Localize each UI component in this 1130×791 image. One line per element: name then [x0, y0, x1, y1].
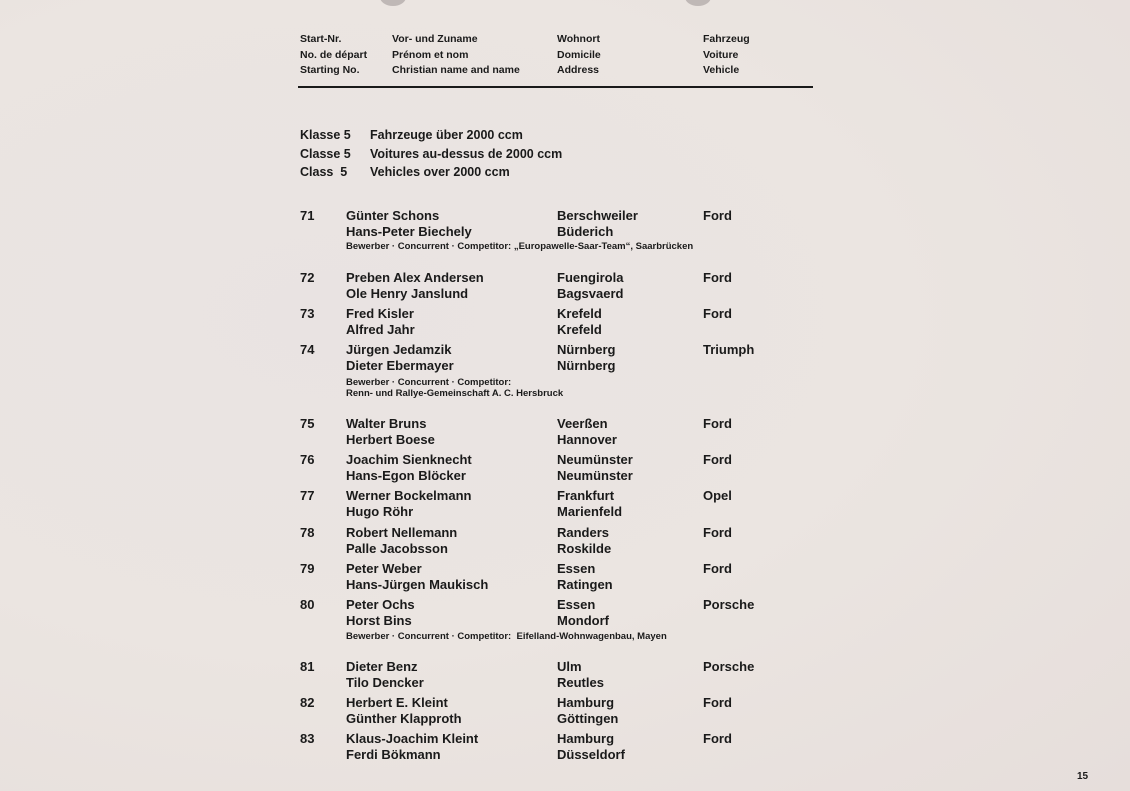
- driver-name: Horst Bins: [346, 612, 412, 628]
- driver-name: Hans-Peter Biechely: [346, 223, 472, 239]
- town: Reutles: [557, 674, 604, 690]
- driver-names: [346, 525, 457, 556]
- driver-towns: [557, 561, 613, 592]
- driver-name: Klaus-Joachim Kleint: [346, 731, 479, 746]
- vehicle: Porsche: [703, 597, 755, 612]
- start-number: 77: [300, 488, 315, 503]
- driver-towns: [557, 306, 602, 337]
- class-line: [300, 126, 562, 145]
- start-number: 73: [300, 306, 315, 321]
- driver-names: [346, 561, 488, 592]
- driver-towns: [557, 659, 604, 690]
- driver-name: Hans-Jürgen Maukisch: [346, 576, 489, 592]
- town: Krefeld: [557, 321, 602, 337]
- start-number: 80: [300, 597, 315, 612]
- start-number: 72: [300, 270, 315, 285]
- driver-names: [346, 416, 435, 447]
- driver-towns: [557, 695, 618, 726]
- driver-name: Alfred Jahr: [346, 321, 415, 337]
- competitor: [346, 631, 667, 642]
- competitor-line: Bewerber · Concurrent · Competitor: Eifelland-Wohnwagenbau, Mayen: [346, 631, 667, 642]
- town: Göttingen: [557, 710, 619, 726]
- town: Neumünster: [557, 452, 633, 467]
- punch-hole: [380, 0, 406, 6]
- town: Büderich: [557, 223, 614, 239]
- town: Roskilde: [557, 540, 612, 556]
- class-heading: [300, 126, 562, 182]
- start-number: 79: [300, 561, 315, 576]
- vehicle: Ford: [703, 306, 732, 321]
- driver-name: Preben Alex Andersen: [346, 270, 484, 285]
- town: Krefeld: [557, 306, 602, 321]
- class-line: [300, 163, 562, 182]
- start-number: 71: [300, 208, 315, 223]
- driver-name: Tilo Dencker: [346, 674, 424, 690]
- header-start-number: [300, 32, 367, 79]
- driver-towns: [557, 416, 617, 447]
- competitor-line: Bewerber · Concurrent · Competitor: „Europawelle-Saar-Team“, Saarbrücken: [346, 241, 694, 252]
- header-label: Start-Nr.: [300, 33, 342, 45]
- driver-name: Dieter Benz: [346, 659, 418, 674]
- header-label: Prénom et nom: [392, 48, 469, 61]
- driver-name: Fred Kisler: [346, 306, 414, 321]
- vehicle: Porsche: [703, 659, 755, 674]
- competitor-line: Renn- und Rallye-Gemeinschaft A. C. Hersbruck: [346, 388, 564, 399]
- punch-hole: [685, 0, 711, 6]
- town: Veerßen: [557, 416, 608, 431]
- driver-towns: [557, 525, 611, 556]
- start-number: 74: [300, 342, 315, 357]
- town: Neumünster: [557, 467, 633, 483]
- town: Düsseldorf: [557, 746, 625, 762]
- header-label: Vehicle: [703, 64, 740, 76]
- header-label: Christian name and name: [392, 64, 520, 76]
- vehicle: Ford: [703, 452, 732, 467]
- start-number: 83: [300, 731, 315, 746]
- town: Berschweiler: [557, 208, 638, 223]
- driver-towns: [557, 208, 638, 239]
- vehicle: Ford: [703, 270, 732, 285]
- driver-name: Günter Schons: [346, 208, 440, 223]
- driver-name: Peter Ochs: [346, 597, 415, 612]
- town: Frankfurt: [557, 488, 615, 503]
- start-number: 82: [300, 695, 315, 710]
- driver-names: [346, 208, 472, 239]
- town: Essen: [557, 561, 596, 576]
- town: Mondorf: [557, 612, 609, 628]
- driver-towns: [557, 488, 622, 519]
- driver-name: Hans-Egon Blöcker: [346, 467, 466, 483]
- driver-towns: [557, 270, 623, 301]
- class-key: Classe 5: [300, 146, 351, 161]
- competitor-line: Bewerber · Concurrent · Competitor:: [346, 377, 512, 388]
- competitor: [346, 377, 563, 399]
- class-line: [300, 145, 562, 164]
- town: Fuengirola: [557, 270, 624, 285]
- driver-name: Joachim Sienknecht: [346, 452, 472, 467]
- page-number: 15: [1077, 771, 1089, 782]
- class-value: Vehicles over 2000 ccm: [370, 165, 510, 179]
- driver-name: Herbert E. Kleint: [346, 695, 448, 710]
- header-vehicle: [703, 32, 750, 79]
- header-label: Address: [557, 64, 600, 76]
- vehicle: Ford: [703, 416, 732, 431]
- driver-name: Jürgen Jedamzik: [346, 342, 452, 357]
- driver-names: [346, 597, 415, 628]
- vehicle: Ford: [703, 731, 732, 746]
- town: Ulm: [557, 659, 582, 674]
- driver-name: Ferdi Bökmann: [346, 746, 441, 762]
- driver-towns: [557, 342, 616, 373]
- class-value: Fahrzeuge über 2000 ccm: [370, 128, 523, 142]
- driver-name: Walter Bruns: [346, 416, 427, 431]
- header-label: Voiture: [703, 48, 739, 61]
- driver-towns: [557, 597, 609, 628]
- class-key: Klasse 5: [300, 128, 351, 142]
- town: Ratingen: [557, 576, 613, 592]
- header-label: Starting No.: [300, 64, 360, 76]
- vehicle: Ford: [703, 695, 732, 710]
- driver-name: Werner Bockelmann: [346, 488, 472, 503]
- town: Nürnberg: [557, 342, 616, 357]
- vehicle: Ford: [703, 561, 732, 576]
- header-label: Domicile: [557, 48, 601, 61]
- header-name: [392, 32, 520, 79]
- start-number: 78: [300, 525, 315, 540]
- driver-name: Robert Nellemann: [346, 525, 458, 540]
- town: Essen: [557, 597, 596, 612]
- header-home: [557, 32, 601, 79]
- driver-name: Herbert Boese: [346, 431, 435, 447]
- town: Hannover: [557, 431, 617, 447]
- start-number: 81: [300, 659, 315, 674]
- driver-towns: [557, 731, 625, 762]
- vehicle: Ford: [703, 208, 732, 223]
- start-number: 76: [300, 452, 315, 467]
- vehicle: Ford: [703, 525, 732, 540]
- driver-name: Palle Jacobsson: [346, 540, 448, 556]
- header-label: No. de départ: [300, 48, 368, 61]
- driver-names: [346, 659, 424, 690]
- start-number: 75: [300, 416, 315, 431]
- driver-names: [346, 306, 415, 337]
- town: Hamburg: [557, 731, 615, 746]
- class-value: Voitures au-dessus de 2000 ccm: [370, 146, 563, 161]
- driver-names: [346, 695, 462, 726]
- vehicle: Opel: [703, 488, 732, 503]
- header-divider: [298, 86, 813, 88]
- vehicle: Triumph: [703, 342, 755, 357]
- driver-name: Dieter Ebermayer: [346, 357, 454, 373]
- town: Nürnberg: [557, 357, 616, 373]
- town: Hamburg: [557, 695, 615, 710]
- header-label: Vor- und Zuname: [392, 33, 478, 45]
- driver-name: Hugo Röhr: [346, 503, 414, 519]
- town: Bagsvaerd: [557, 285, 624, 301]
- driver-towns: [557, 452, 633, 483]
- header-label: Fahrzeug: [703, 33, 750, 45]
- driver-name: Günther Klapproth: [346, 710, 462, 726]
- driver-name: Ole Henry Janslund: [346, 285, 469, 301]
- driver-name: Peter Weber: [346, 561, 422, 576]
- driver-names: [346, 452, 472, 483]
- driver-names: [346, 342, 454, 373]
- class-key: Class 5: [300, 165, 348, 179]
- driver-names: [346, 488, 471, 519]
- town: Marienfeld: [557, 503, 623, 519]
- driver-names: [346, 731, 478, 762]
- header-label: Wohnort: [557, 33, 600, 45]
- town: Randers: [557, 525, 610, 540]
- competitor: [346, 241, 693, 252]
- driver-names: [346, 270, 484, 301]
